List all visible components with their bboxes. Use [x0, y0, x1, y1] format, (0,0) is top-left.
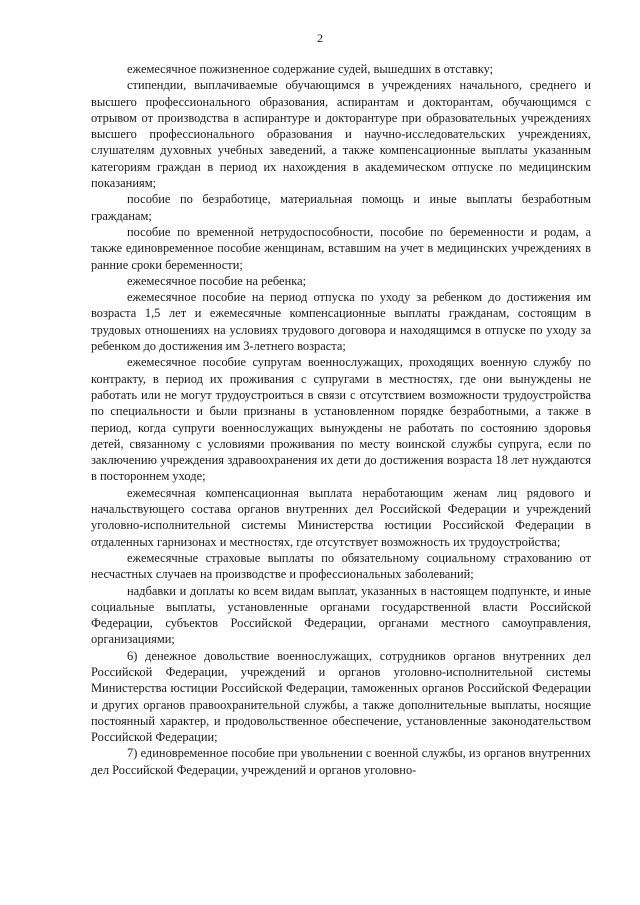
document-body	[91, 61, 591, 778]
paragraph-insurance-payments: ежемесячные страховые выплаты по обязательному социальному страхованию от несчастных случаев на производстве и профессиональных заболеваний;	[91, 550, 591, 582]
page-number: 2	[317, 31, 323, 45]
paragraph-stipends: стипендии, выплачиваемые обучающимся в учреждениях начального, среднего и высшего профессионального образования, аспирантам и докторантам, обучающимся с отрывом от производства в аспирантуре и докторантуре при образовательных учреждениях высшего профессионального образования и научно-исследовательских учреждениях, слушателям духовных учебных заведений, а также компенсационные выплаты указанным категориям граждан в период их нахождения в академическом отпуске по медицинским показаниям;	[91, 78, 591, 191]
paragraph-supplements: надбавки и доплаты ко всем видам выплат, указанных в настоящем подпункте, и иные социальные выплаты, установленные органами государственной власти Российской Федерации, субъектов Российской Федерации, органами местного самоуправления, организациями;	[91, 583, 591, 647]
paragraph-childcare-leave: ежемесячное пособие на период отпуска по уходу за ребенком до достижения им возраста 1,5 лет и ежемесячные компенсационные выплаты гражданам, состоящим в трудовых отношениях на условиях трудового договора и находящимся в отпуске по уходу за ребенком до достижения им 3-летнего возраста;	[91, 290, 591, 354]
paragraph-unemployment-benefit: пособие по безработице, материальная помощь и иные выплаты безработным гражданам;	[91, 192, 591, 223]
paragraph-military-spouses: ежемесячное пособие супругам военнослужащих, проходящих военную службу по контракту, в период их проживания с супругами в местностях, где они вынуждены не работать или не могут трудоустроиться в связи с отсутствием возможности трудоустройства по специальности и были признаны в установленном порядке безработными, а также в период, когда супруги военнослужащих вынуждены не работать по состоянию здоровья детей, связанному с условиями проживания по месту воинской службы супруга, если по заключению учреждения здравоохранения их дети до достижения возраста 18 лет нуждаются в постороннем уходе;	[91, 355, 591, 484]
paragraph-item-6: 6) денежное довольствие военнослужащих, сотрудников органов внутренних дел Российской Федерации, учреждений и органов уголовно-исполнительной системы Министерства юстиции Российской Федерации, таможенных органов Российской Федерации и других органов правоохранительной службы, а также дополнительные выплаты, носящие постоянный характер, и продовольственное обеспечение, установленные законодательством Российской Федерации;	[91, 648, 591, 745]
paragraph-temporary-disability: пособие по временной нетрудоспособности, пособие по беременности и родам, а также единовременное пособие женщинам, вставшим на учет в медицинских учреждениях в ранние сроки беременности;	[91, 224, 591, 272]
paragraph-judges-allowance: ежемесячное пожизненное содержание судей, вышедших в отставку;	[127, 62, 494, 76]
paragraph-child-allowance: ежемесячное пособие на ребенка;	[127, 273, 307, 288]
paragraph-item-7: 7) единовременное пособие при увольнении с военной службы, из органов внутренних дел Российской Федерации, учреждений и органов уголовно-	[91, 746, 591, 777]
paragraph-compensation-wives: ежемесячная компенсационная выплата неработающим женам лиц рядового и начальствующего состава органов внутренних дел Российской Федерации и учреждений уголовно-исполнительной системы Министерства юстиции Российской Федерации в отдаленных гарнизонах и местностях, где отсутствует возможность их трудоустройства;	[91, 485, 591, 549]
